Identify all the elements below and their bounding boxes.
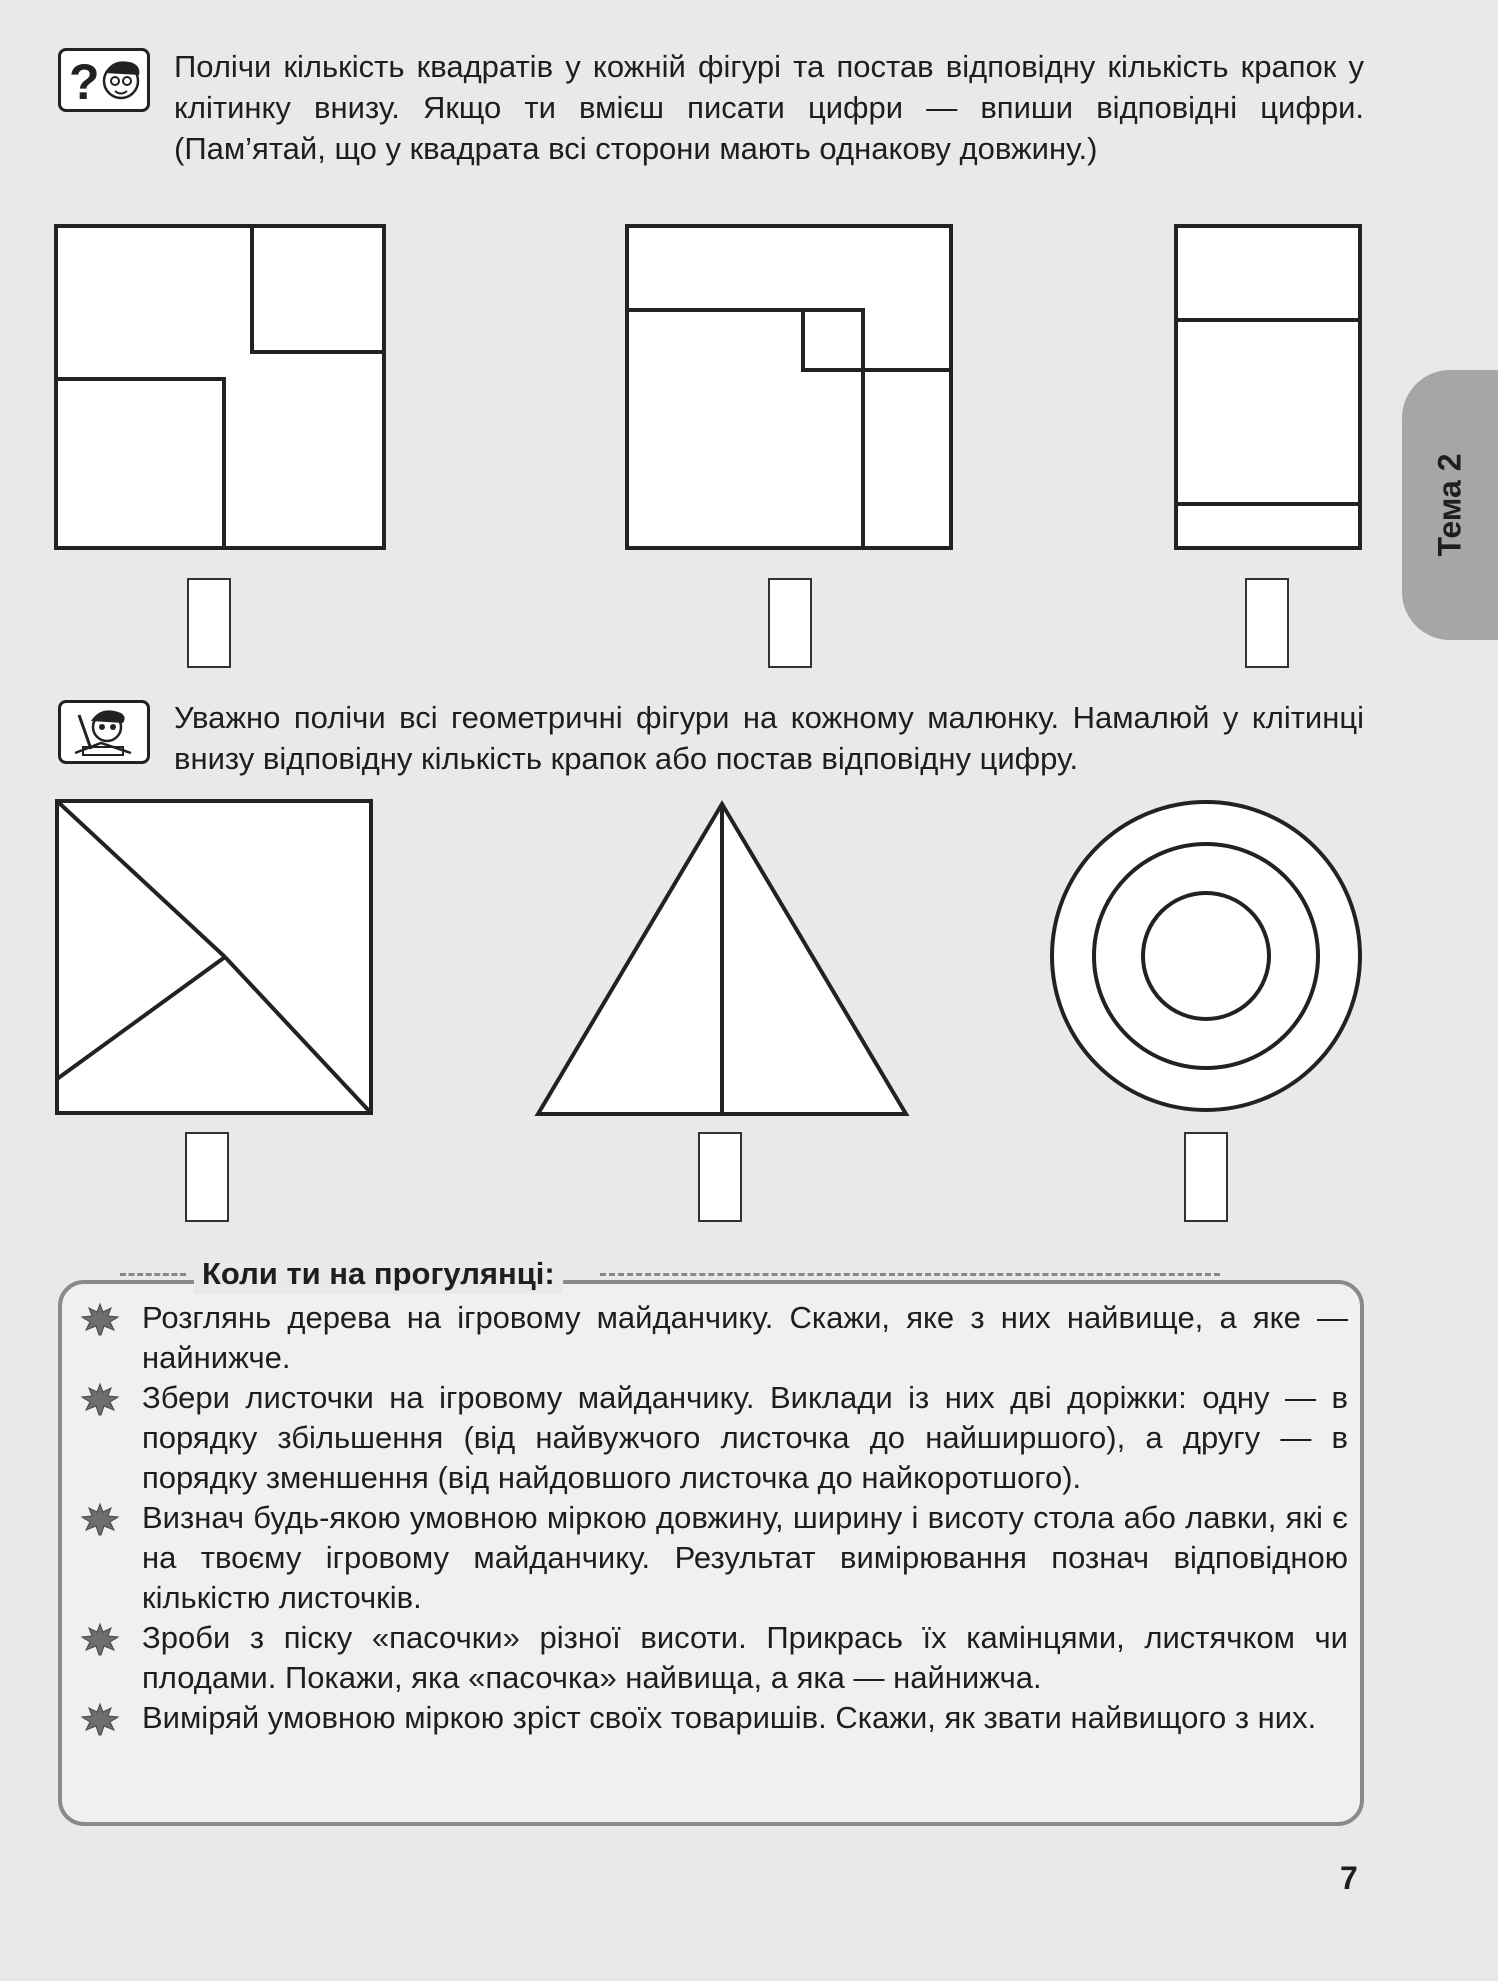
- walk-tip-text: Зроби з піску «пасочки» різної висоти. Прикрась їх камінцями, листячком чи плодами. Покажи, яка «пасочка» найвища, а яка — найнижча.: [142, 1620, 1348, 1695]
- answer-cell-5[interactable]: [698, 1132, 742, 1222]
- answer-cell-6[interactable]: [1184, 1132, 1228, 1222]
- walk-tip-text: Виміряй умовною міркою зріст своїх товаришів. Скажи, як звати найвищого з них.: [142, 1700, 1317, 1735]
- walk-tip-1: [80, 1298, 1348, 1378]
- figure-triangles-square: [53, 797, 377, 1119]
- walk-tip-text: Визнач будь-якою умовною міркою довжину, ширину і висоту стола або лавки, які є на твоєму ігровому майданчику. Результат вимірювання познач відповідною кількістю листочків.: [142, 1500, 1348, 1615]
- walk-tips-list: [80, 1298, 1348, 1738]
- walk-tip-text: Збери листочки на ігровому майданчику. Виклади із них дві доріжки: одну — в порядку збільшення (від найвужчого листочка до найширшого), а другу — в порядку зменшення (від найдовшого листочка до найкоротшого).: [142, 1380, 1348, 1495]
- answer-cell-2[interactable]: [768, 578, 812, 668]
- maple-leaf-icon: [80, 1702, 120, 1736]
- walk-tip-5: [80, 1698, 1348, 1738]
- walk-title-row: [120, 1254, 1320, 1294]
- figure-squares-3: [1172, 222, 1366, 554]
- answer-cell-1[interactable]: [187, 578, 231, 668]
- title-divider-right: [600, 1273, 1220, 1276]
- maple-leaf-icon: [80, 1622, 120, 1656]
- answer-cell-3[interactable]: [1245, 578, 1289, 668]
- figure-squares-2: [623, 222, 957, 554]
- walk-tip-4: [80, 1618, 1348, 1698]
- svg-text:?: ?: [69, 54, 100, 109]
- walk-title: Коли ти на прогулянці:: [194, 1254, 563, 1294]
- question-thinking-boy-icon: [58, 48, 150, 112]
- topic-side-tab: [1402, 370, 1498, 640]
- task2-instruction: Уважно полічи всі геометричні фігури на кожному малюнку. Намалюй у клітинці внизу відповідну кількість крапок або постав відповідну цифру.: [174, 700, 1364, 776]
- walk-tip-3: [80, 1498, 1348, 1618]
- title-divider-left: [120, 1273, 186, 1276]
- figure-squares-1: [52, 222, 392, 554]
- answer-cell-4[interactable]: [185, 1132, 229, 1222]
- page-number: 7: [1340, 1860, 1358, 1896]
- figure-triangle-split: [534, 800, 910, 1120]
- maple-leaf-icon: [80, 1302, 120, 1336]
- task1-instruction: Полічи кількість квадратів у кожній фігурі та постав відповідну кількість крапок у клітинку внизу. Якщо ти вмієш писати цифри — впиши відповідні цифри. (Пам’ятай, що у квадрата всі сторони мають однакову довжину.): [174, 49, 1364, 166]
- walk-tip-text: Розглянь дерева на ігровому майданчику. Скажи, яке з них найвище, а яке — найнижче.: [142, 1300, 1348, 1375]
- walk-tip-2: [80, 1378, 1348, 1498]
- maple-leaf-icon: [80, 1502, 120, 1536]
- topic-side-tab-label: Тема 2: [1431, 453, 1468, 557]
- writing-boy-icon: [58, 700, 150, 764]
- maple-leaf-icon: [80, 1382, 120, 1416]
- figure-concentric-circles: [1046, 796, 1366, 1116]
